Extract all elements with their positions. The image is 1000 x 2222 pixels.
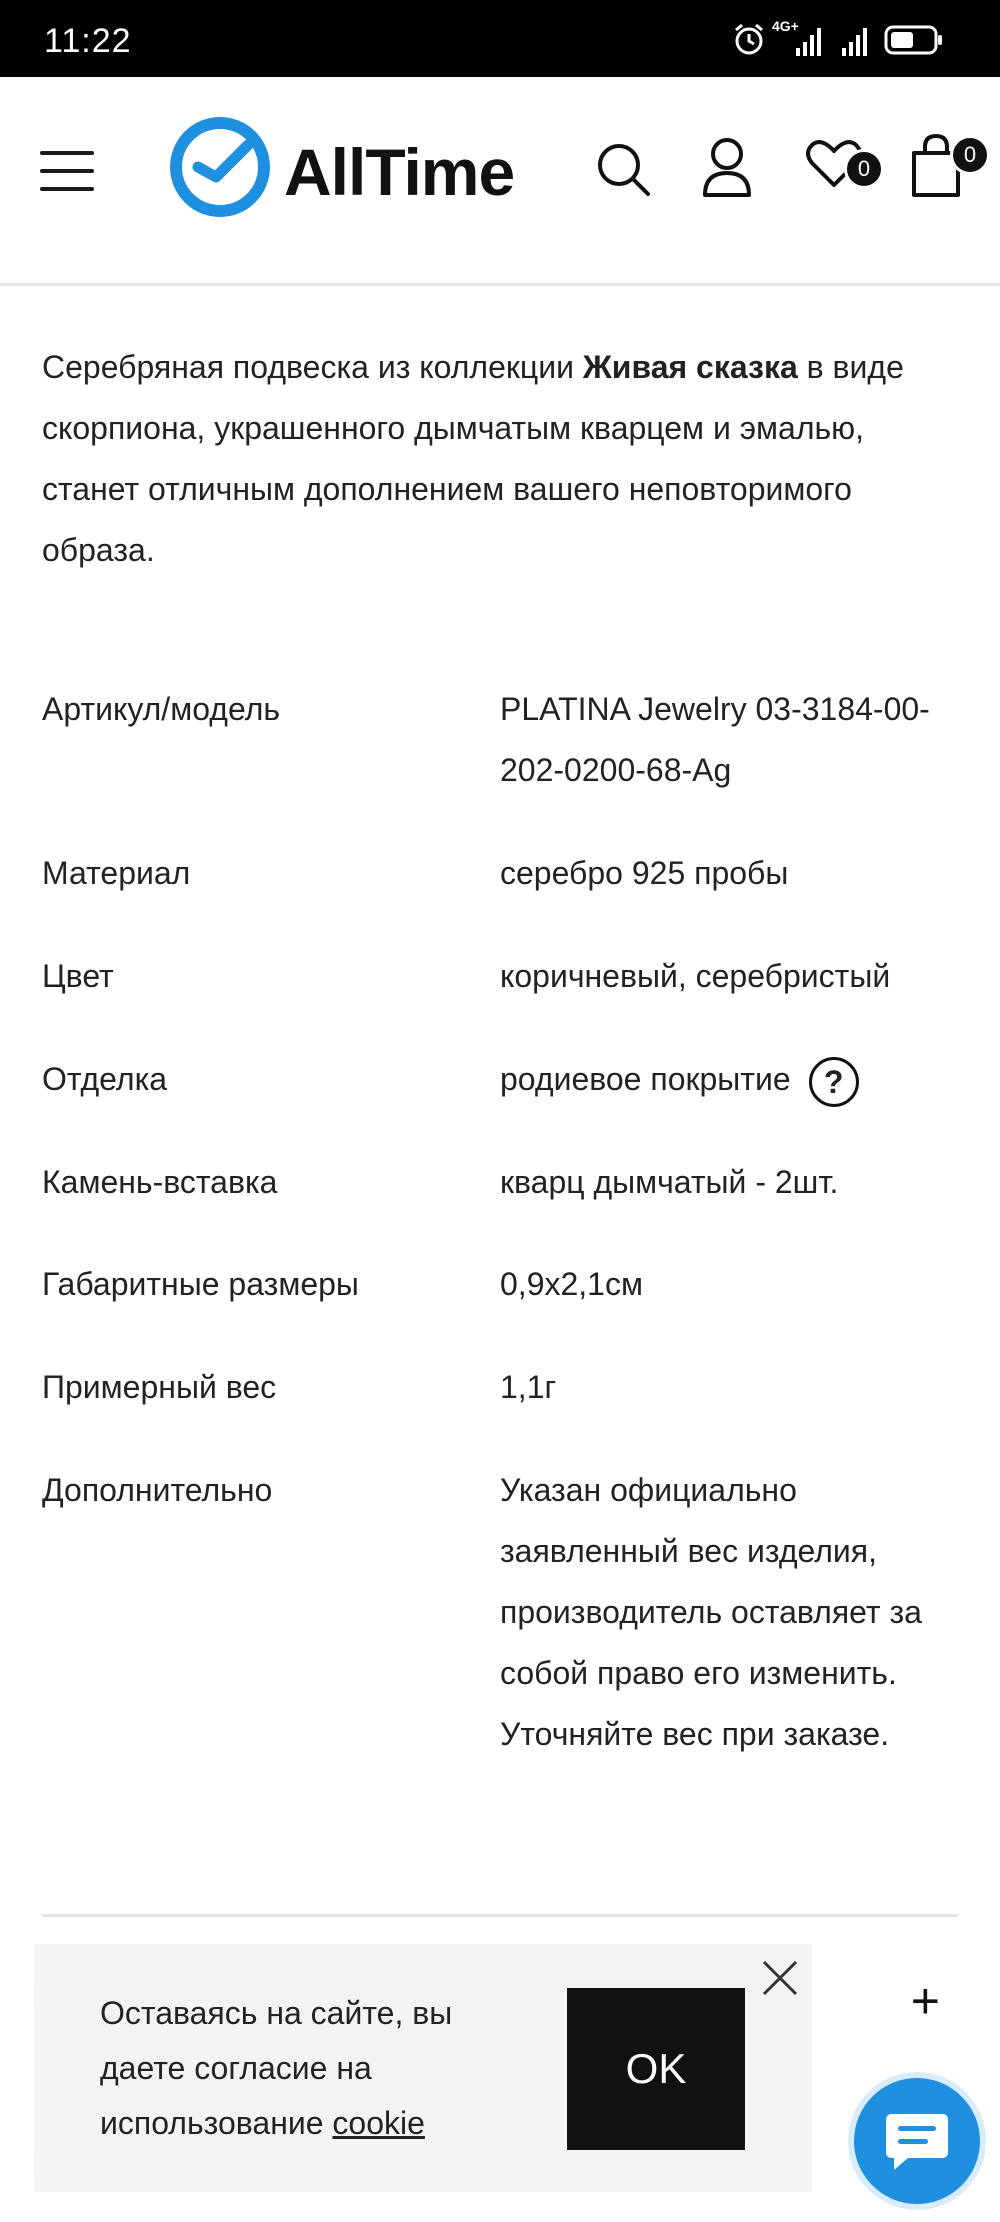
wishlist-count-badge: 0	[844, 149, 884, 189]
spec-label: Материал	[42, 855, 191, 891]
close-icon[interactable]	[758, 1956, 802, 2000]
brand-logo[interactable]: AllTime	[284, 135, 515, 209]
collection-name[interactable]: Живая сказка	[582, 349, 798, 385]
status-time: 11:22	[44, 22, 132, 60]
cart-button[interactable]	[908, 133, 990, 203]
spec-value: 0,9x2,1см	[500, 1266, 643, 1302]
spec-value: серебро 925 пробы	[500, 855, 789, 891]
spec-value: родиевое покрытие	[500, 1061, 791, 1097]
status-bar	[0, 0, 1000, 77]
signal-icon	[794, 22, 824, 58]
chat-button[interactable]	[848, 2072, 986, 2210]
description-text: Серебряная подвеска из коллекции	[42, 349, 583, 385]
help-icon[interactable]: ?	[809, 1057, 859, 1107]
cookie-banner	[34, 1944, 812, 2192]
expand-section-button[interactable]: +	[910, 1973, 940, 2029]
spec-label: Отделка	[42, 1061, 168, 1097]
spec-label: Дополнительно	[42, 1472, 273, 1508]
cookie-message: Оставаясь на сайте, вы даете согласие на использование	[100, 1995, 453, 2141]
spec-label: Примерный вес	[42, 1369, 277, 1405]
alarm-icon	[732, 22, 766, 58]
spec-value: PLATINA Jewelry 03-3184-00-202-0200-68-Ag	[500, 691, 930, 788]
status-icons	[732, 18, 962, 58]
spec-value-wrap	[500, 1049, 960, 1110]
menu-button[interactable]	[40, 151, 94, 191]
description-text: в виде скорпиона, украшенного дымчатым кварцем и эмалью, станет отличным дополнением вашего неповторимого образа.	[42, 349, 904, 568]
chat-icon	[882, 2108, 952, 2178]
spec-label: Артикул/модель	[42, 691, 281, 727]
spec-value: 1,1г	[500, 1369, 557, 1405]
search-icon[interactable]	[596, 142, 652, 198]
spec-value: Указан официально заявленный вес изделия, производитель оставляет за собой право его изменить. Уточняйте вес при заказе.	[500, 1472, 922, 1752]
network-type-label: 4G+	[772, 18, 799, 34]
section-divider	[42, 1914, 958, 1917]
signal-icon	[840, 22, 870, 58]
cookie-text	[100, 1986, 520, 2151]
clock-logo-icon[interactable]	[168, 115, 272, 219]
wishlist-button[interactable]	[806, 139, 886, 199]
cookie-ok-button[interactable]: OK	[567, 1988, 745, 2150]
spec-label: Цвет	[42, 958, 114, 994]
menu-line	[40, 151, 94, 155]
product-description	[42, 337, 962, 581]
spec-label: Габаритные размеры	[42, 1266, 359, 1302]
cookie-link[interactable]: cookie	[332, 2105, 425, 2141]
spec-label: Камень-вставка	[42, 1164, 278, 1200]
menu-line	[40, 169, 94, 173]
spec-value: коричневый, серебристый	[500, 958, 891, 994]
menu-line	[40, 187, 94, 191]
user-icon[interactable]	[702, 137, 752, 199]
battery-icon	[884, 22, 944, 58]
spec-value: кварц дымчатый - 2шт.	[500, 1164, 839, 1200]
site-header	[0, 77, 1000, 286]
cart-count-badge: 0	[950, 135, 990, 175]
